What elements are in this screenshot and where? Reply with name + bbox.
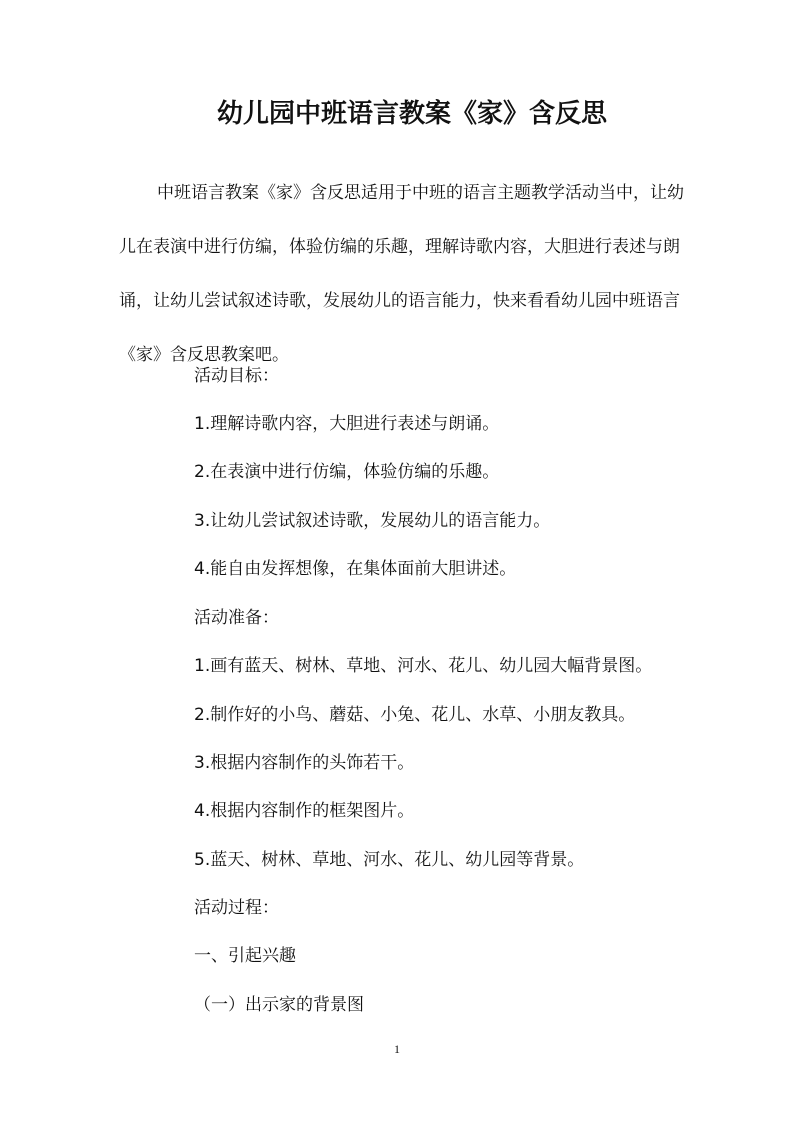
- document-title: 幼儿园中班语言教案《家》含反思: [216, 99, 607, 129]
- heading-activity-goals: 活动目标：: [194, 366, 279, 386]
- process-subsection-1: （一）出示家的背景图: [194, 995, 364, 1015]
- goal-item-1: 1.理解诗歌内容，大胆进行表述与朗诵。: [194, 414, 500, 434]
- preparation-item-2: 2.制作好的小鸟、蘑菇、小兔、花儿、水草、小朋友教具。: [194, 705, 636, 725]
- goal-item-4: 4.能自由发挥想像，在集体面前大胆讲述。: [194, 559, 517, 579]
- goal-item-2: 2.在表演中进行仿编，体验仿编的乐趣。: [194, 462, 500, 482]
- preparation-item-4: 4.根据内容制作的框架图片。: [194, 801, 415, 821]
- goal-item-3: 3.让幼儿尝试叙述诗歌，发展幼儿的语言能力。: [194, 511, 551, 531]
- preparation-item-5: 5.蓝天、树林、草地、河水、花儿、幼儿园等背景。: [194, 850, 585, 870]
- preparation-item-3: 3.根据内容制作的头饰若干。: [194, 753, 415, 773]
- process-section-1: 一、引起兴趣: [194, 946, 296, 966]
- page-number: 1: [394, 1042, 400, 1056]
- intro-paragraph: 中班语言教案《家》含反思适用于中班的语言主题教学活动当中，让幼儿在表演中进行仿编，体验仿编的乐趣，理解诗歌内容，大胆进行表述与朗诵，让幼儿尝试叙述诗歌，发展幼儿的语言能力，快来看看幼儿园中班语言《家》含反思教案吧。: [119, 183, 684, 365]
- preparation-item-1: 1.画有蓝天、树林、草地、河水、花儿、幼儿园大幅背景图。: [194, 656, 653, 676]
- heading-activity-process: 活动过程：: [194, 898, 279, 918]
- heading-activity-preparation: 活动准备：: [194, 608, 279, 628]
